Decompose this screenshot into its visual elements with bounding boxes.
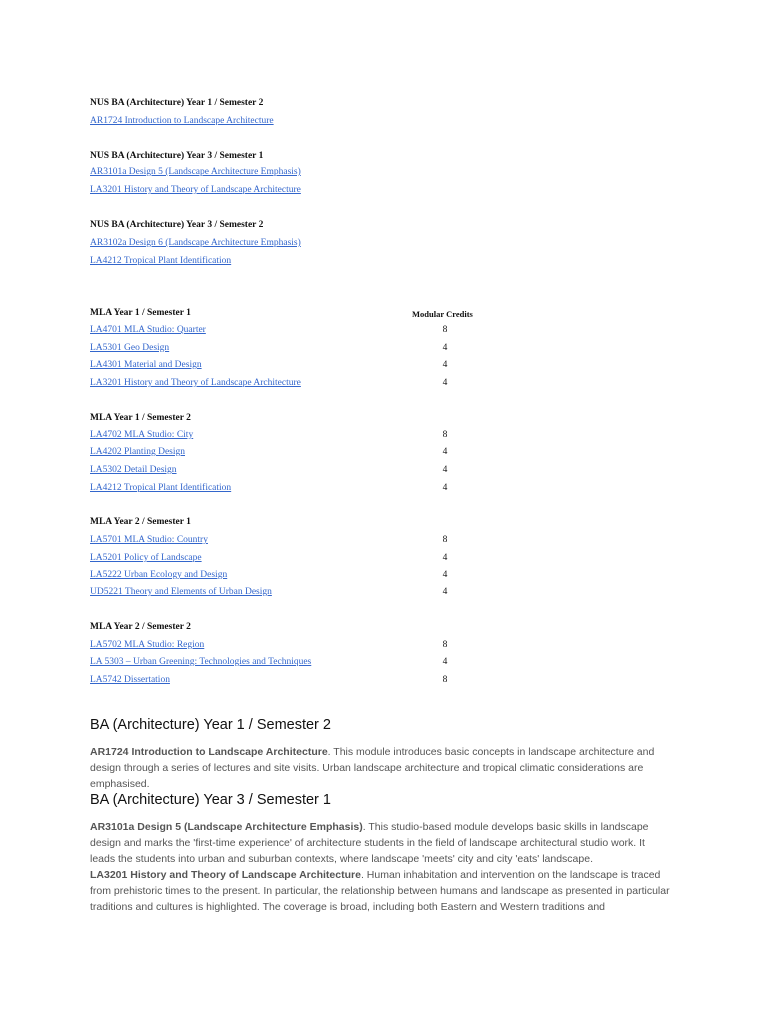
mla-module-link[interactable]: LA5701 MLA Studio: Country — [90, 535, 208, 545]
mla-module-link[interactable]: LA5222 Urban Ecology and Design — [90, 570, 228, 580]
module-credits: 8 — [442, 430, 448, 440]
module-description: . This module introduces basic concepts in landscape architecture and design through a series of lectures and site visits. Urban landscape architecture and tropical climatic considerations are emphasised. — [90, 746, 655, 790]
mla-module-link[interactable]: LA4701 MLA Studio: Quarter — [90, 325, 206, 335]
mla-module-link[interactable]: LA4212 Tropical Plant Identification — [90, 483, 232, 493]
mla-heading-y2s1: MLA Year 2 / Semester 1 — [90, 517, 191, 527]
module-credits: 8 — [442, 535, 448, 545]
mla-module-link[interactable]: LA4702 MLA Studio: City — [90, 430, 194, 440]
description-y3s1 — [90, 819, 670, 915]
module-credits: 4 — [442, 343, 448, 353]
module-credits: 4 — [442, 360, 448, 370]
mla-module-link[interactable]: LA4202 Planting Design — [90, 447, 185, 457]
module-credits: 8 — [442, 640, 448, 650]
description-ar3101a — [90, 819, 670, 867]
link-ar3102a[interactable]: AR3102a Design 6 (Landscape Architecture Emphasis) — [90, 238, 301, 248]
mla-heading-y2s2: MLA Year 2 / Semester 2 — [90, 622, 191, 632]
mla-heading-y1s1: MLA Year 1 / Semester 1 — [90, 308, 191, 318]
section-heading-ba-y3s1: BA (Architecture) Year 3 / Semester 1 — [90, 792, 331, 808]
link-la4212[interactable]: LA4212 Tropical Plant Identification — [90, 256, 232, 266]
mla-module-link[interactable]: LA4301 Material and Design — [90, 360, 202, 370]
credits-column-header: Modular Credits — [412, 309, 473, 319]
module-credits: 8 — [442, 325, 448, 335]
nus-heading-y1s2: NUS BA (Architecture) Year 1 / Semester 2 — [90, 98, 264, 108]
module-credits: 4 — [442, 657, 448, 667]
mla-module-link[interactable]: LA5702 MLA Studio: Region — [90, 640, 205, 650]
mla-module-link[interactable]: LA3201 History and Theory of Landscape Architecture — [90, 378, 301, 388]
description-la3201 — [90, 867, 670, 915]
module-title: AR1724 Introduction to Landscape Architecture — [90, 746, 328, 758]
mla-module-link[interactable]: LA5302 Detail Design — [90, 465, 177, 475]
module-credits: 4 — [442, 570, 448, 580]
mla-heading-y1s2: MLA Year 1 / Semester 2 — [90, 413, 191, 423]
mla-module-link[interactable]: LA5742 Dissertation — [90, 675, 170, 685]
module-credits: 4 — [442, 447, 448, 457]
description-ar1724 — [90, 744, 670, 792]
link-la3201[interactable]: LA3201 History and Theory of Landscape Architecture — [90, 185, 301, 195]
mla-module-link[interactable]: LA5301 Geo Design — [90, 343, 170, 353]
module-title: LA3201 History and Theory of Landscape Architecture — [90, 869, 361, 881]
module-description: . This studio-based module develops basic skills in landscape design and marks the 'first-time experience' of architecture students in the field of landscape architectural studio work. It leads the students into urban and suburban contexts, where landscape 'meets' city and city 'eats' landscape. — [90, 821, 649, 865]
mla-module-link[interactable]: LA 5303 – Urban Greening: Technologies and Techniques — [90, 657, 312, 667]
link-ar3101a[interactable]: AR3101a Design 5 (Landscape Architecture Emphasis) — [90, 167, 301, 177]
nus-heading-y3s2: NUS BA (Architecture) Year 3 / Semester 2 — [90, 220, 264, 230]
section-heading-ba-y1s2: BA (Architecture) Year 1 / Semester 2 — [90, 717, 331, 733]
module-title: AR3101a Design 5 (Landscape Architecture Emphasis) — [90, 821, 363, 833]
nus-heading-y3s1: NUS BA (Architecture) Year 3 / Semester 1 — [90, 151, 264, 161]
module-credits: 4 — [442, 465, 448, 475]
mla-module-link[interactable]: UD5221 Theory and Elements of Urban Design — [90, 587, 272, 597]
module-description: . Human inhabitation and intervention on the landscape is traced from prehistoric times to the present. In particular, the relationship between humans and landscape as presented in particular traditions and cultures is highlighted. The coverage is broad, including both Eastern and Western traditions and — [90, 869, 670, 913]
module-credits: 4 — [442, 553, 448, 563]
module-credits: 4 — [442, 483, 448, 493]
link-ar1724[interactable]: AR1724 Introduction to Landscape Architecture — [90, 116, 274, 126]
module-credits: 4 — [442, 587, 448, 597]
module-credits: 8 — [442, 675, 448, 685]
mla-module-link[interactable]: LA5201 Policy of Landscape — [90, 553, 202, 563]
module-credits: 4 — [442, 378, 448, 388]
